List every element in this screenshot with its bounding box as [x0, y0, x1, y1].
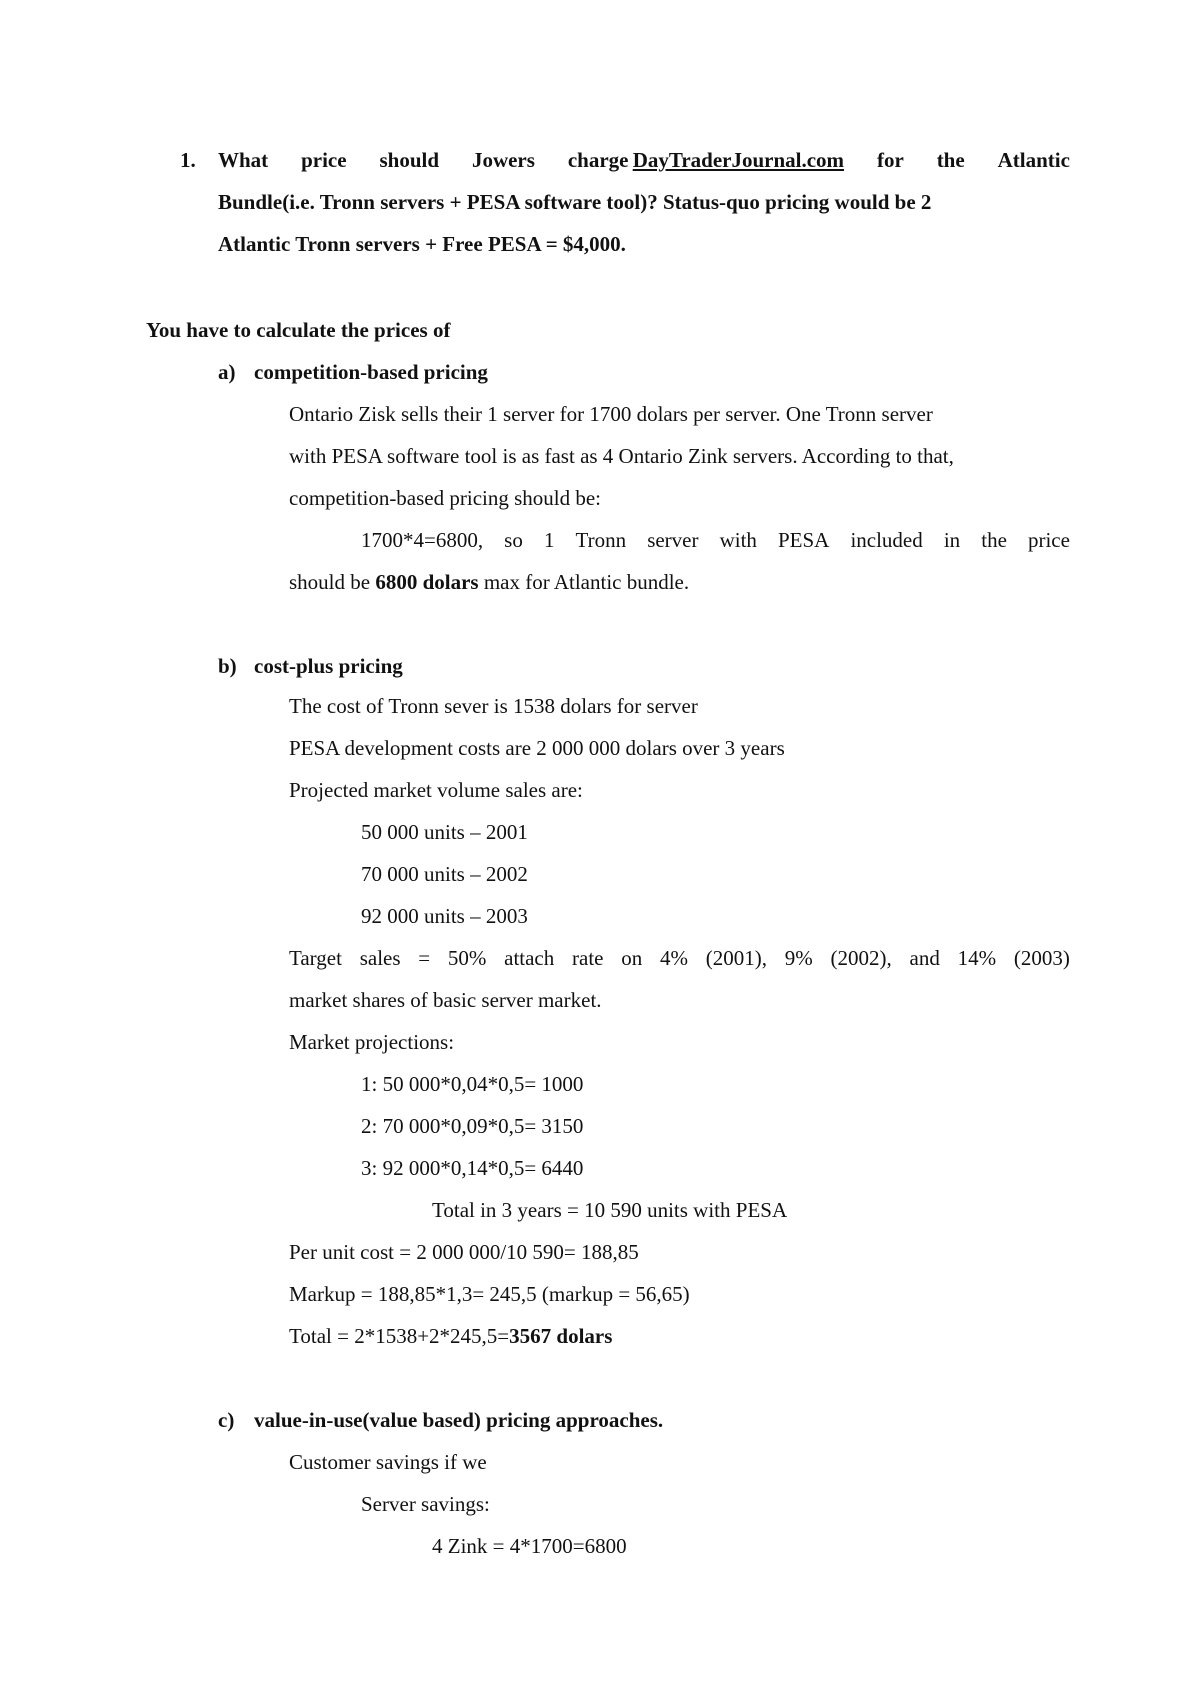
question-word: should: [379, 148, 440, 172]
section-b-label: b): [218, 654, 237, 678]
section-a-text: with PESA software tool is as fast as 4 Ontario Zink servers. According to that,: [289, 444, 954, 468]
section-a-text: Ontario Zisk sells their 1 server for 1700 dolars per server. One Tronn server: [289, 402, 933, 426]
question-word: Atlantic: [997, 148, 1070, 172]
section-a-text: competition-based pricing should be:: [289, 486, 602, 510]
cost-plus-total: Total = 2*1538+2*245,5=3567 dolars: [289, 1324, 613, 1348]
markup-calc: Markup = 188,85*1,3= 245,5 (markup = 56,65): [289, 1282, 690, 1306]
question-word: Jowers: [471, 148, 535, 172]
volume-2001: 50 000 units – 2001: [361, 820, 528, 844]
volume-2003: 92 000 units – 2003: [361, 904, 528, 928]
question-line-1: [218, 146, 1070, 174]
question-line-2: Bundle(i.e. Tronn servers + PESA software tool)? Status-quo pricing would be 2: [218, 190, 932, 214]
question-word: the: [936, 148, 965, 172]
section-c-text: Customer savings if we: [289, 1450, 487, 1474]
competition-price-value: 6800 dolars: [375, 570, 479, 594]
question-word-charge: charge DayTraderJournal.com: [567, 148, 845, 172]
question-line-3: Atlantic Tronn servers + Free PESA = $4,000.: [218, 232, 626, 256]
section-c-title: value-in-use(value based) pricing approaches.: [254, 1408, 664, 1432]
target-sales-line: Target sales = 50% attach rate on 4% (2001), 9% (2002), and 14% (2003): [289, 946, 1070, 970]
section-b-text: market shares of basic server market.: [289, 988, 602, 1012]
cost-plus-price-value: 3567 dolars: [509, 1324, 613, 1348]
question-word: for: [876, 148, 904, 172]
section-a-title: competition-based pricing: [254, 360, 488, 384]
section-b-text: Market projections:: [289, 1030, 455, 1054]
section-b-title: cost-plus pricing: [254, 654, 403, 678]
projection-year-2: 2: 70 000*0,09*0,5= 3150: [361, 1114, 584, 1138]
section-a-result: should be 6800 dolars max for Atlantic bundle.: [289, 570, 690, 594]
question-word: price: [301, 148, 347, 172]
section-c-text: Server savings:: [361, 1492, 490, 1516]
section-b-text: The cost of Tronn sever is 1538 dolars for server: [289, 694, 698, 718]
daytraderjournal-link[interactable]: DayTraderJournal.com: [632, 148, 845, 172]
section-c-text: 4 Zink = 4*1700=6800: [432, 1534, 627, 1558]
volume-2002: 70 000 units – 2002: [361, 862, 528, 886]
section-a-calc-line: 1700*4=6800, so 1 Tronn server with PESA included in the price: [361, 528, 1070, 552]
section-c-label: c): [218, 1408, 235, 1432]
section-b-text: PESA development costs are 2 000 000 dolars over 3 years: [289, 736, 785, 760]
section-b-text: Projected market volume sales are:: [289, 778, 583, 802]
question-word: What: [218, 148, 269, 172]
per-unit-cost: Per unit cost = 2 000 000/10 590= 188,85: [289, 1240, 639, 1264]
projection-year-1: 1: 50 000*0,04*0,5= 1000: [361, 1072, 584, 1096]
question-number: 1.: [180, 148, 196, 172]
intro-heading: You have to calculate the prices of: [146, 318, 451, 342]
projection-total: Total in 3 years = 10 590 units with PESA: [432, 1198, 788, 1222]
section-a-label: a): [218, 360, 236, 384]
projection-year-3: 3: 92 000*0,14*0,5= 6440: [361, 1156, 584, 1180]
